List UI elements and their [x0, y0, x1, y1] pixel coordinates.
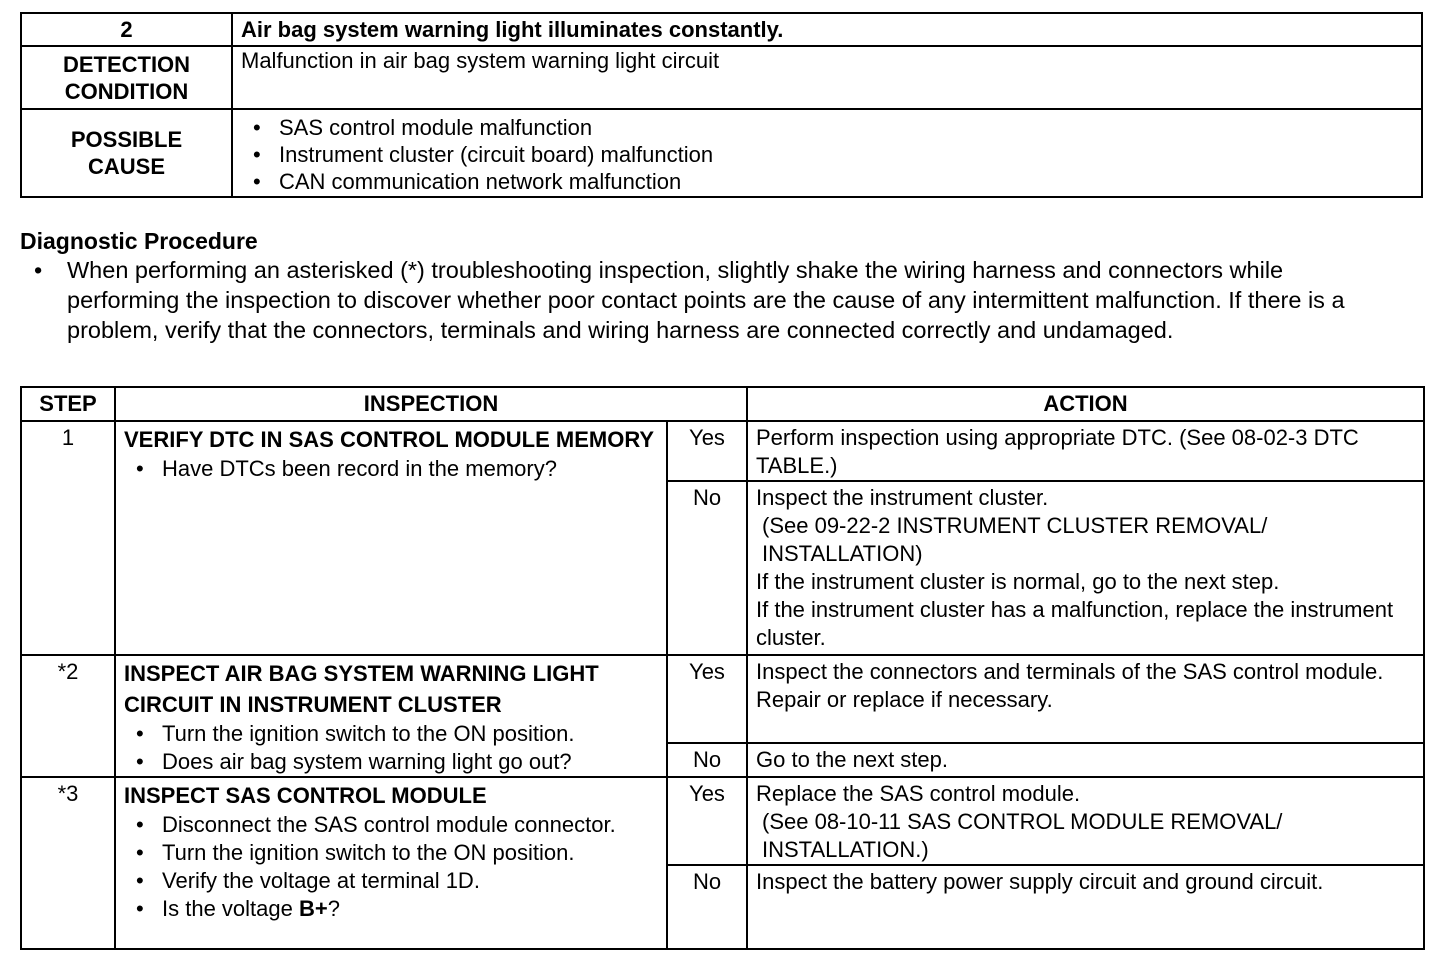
action-line: Inspect the instrument cluster. [756, 485, 1049, 510]
symptom-info-table [20, 12, 1423, 198]
cause-item: • SAS control module malfunction [241, 114, 1421, 141]
inspection-item: • Verify the voltage at terminal 1D. [124, 867, 660, 895]
step-number: *3 [21, 777, 115, 949]
possible-cause-label: POSSIBLE CAUSE [21, 109, 232, 197]
yes-action [747, 777, 1424, 865]
table-row [21, 777, 1424, 865]
header-step: STEP [21, 387, 115, 421]
yes-label: Yes [667, 777, 747, 865]
inspection-list [124, 720, 660, 776]
procedure-note-text: When performing an asterisked (*) troubleshooting inspection, slightly shake the wiring harness and connectors while performing the inspection to discover whether poor contact points are the cause of any intermittent malfunction. If there is a problem, verify that the connectors, terminals and wiring harness are connected correctly and undamaged. [67, 257, 1345, 343]
inspection-item: • Does air bag system warning light go out? [124, 748, 660, 776]
action-line: Perform inspection using appropriate DTC. (See 08-02-3 DTC TABLE.) [756, 425, 1359, 478]
detection-condition-label: DETECTION CONDITION [21, 46, 232, 109]
no-action [747, 743, 1424, 777]
inspection-item: • Have DTCs been record in the memory? [124, 455, 660, 483]
possible-cause-cell [232, 109, 1422, 197]
inspection-list [124, 811, 660, 923]
action-line: If the instrument cluster is normal, go to the next step. [756, 569, 1280, 594]
detection-condition-value: Malfunction in air bag system warning light circuit [232, 46, 1422, 109]
possible-cause-list [241, 110, 1421, 195]
inspection-cell [115, 421, 667, 655]
no-label: No [667, 743, 747, 777]
header-inspection: INSPECTION [115, 387, 747, 421]
diagnostic-table [20, 386, 1425, 950]
action-line: Replace the SAS control module. [756, 781, 1081, 806]
inspection-list [124, 455, 660, 483]
inspection-cell [115, 655, 667, 777]
no-label: No [667, 865, 747, 949]
inspection-title: VERIFY DTC IN SAS CONTROL MODULE MEMORY [124, 427, 655, 452]
inspection-item: • Turn the ignition switch to the ON position. [124, 720, 660, 748]
possible-cause-row [21, 109, 1422, 197]
action-line: If the instrument cluster has a malfunction, replace the instrument cluster. [756, 597, 1394, 650]
action-line: (See 08-10-11 SAS CONTROL MODULE REMOVAL/ INSTALLATION.) [762, 809, 1283, 862]
header-action: ACTION [747, 387, 1424, 421]
no-action [747, 865, 1424, 949]
procedure-note [20, 255, 1400, 345]
inspection-item-suffix: ? [327, 896, 340, 921]
table-header-row [21, 387, 1424, 421]
inspection-title: INSPECT AIR BAG SYSTEM WARNING LIGHT CIRCUIT IN INSTRUMENT CLUSTER [124, 661, 599, 717]
action-line: Repair or replace if necessary. [756, 687, 1053, 712]
voltage-value: B+ [298, 896, 328, 921]
symptom-number: 2 [21, 13, 232, 46]
table-row [21, 655, 1424, 743]
symptom-header-row [21, 13, 1422, 46]
inspection-item [124, 895, 660, 923]
no-action [747, 481, 1424, 655]
cause-item: • Instrument cluster (circuit board) malfunction [241, 141, 1421, 168]
yes-action [747, 655, 1424, 743]
step-number: 1 [21, 421, 115, 655]
action-line: Inspect the connectors and terminals of the SAS control module. [756, 659, 1384, 684]
inspection-item: • Turn the ignition switch to the ON position. [124, 839, 660, 867]
symptom-title: Air bag system warning light illuminates constantly. [232, 13, 1422, 46]
step-number: *2 [21, 655, 115, 777]
bullet-icon: • [34, 257, 43, 283]
inspection-title: INSPECT SAS CONTROL MODULE [124, 783, 487, 808]
inspection-cell [115, 777, 667, 949]
yes-label: Yes [667, 655, 747, 743]
action-line: Go to the next step. [756, 747, 949, 772]
yes-action [747, 421, 1424, 481]
detection-condition-row [21, 46, 1422, 109]
table-row [21, 421, 1424, 481]
no-label: No [667, 481, 747, 655]
yes-label: Yes [667, 421, 747, 481]
cause-item: • CAN communication network malfunction [241, 168, 1421, 195]
inspection-item-prefix: Is the voltage [162, 896, 299, 921]
inspection-item: • Disconnect the SAS control module connector. [124, 811, 660, 839]
action-line: (See 09-22-2 INSTRUMENT CLUSTER REMOVAL/ INSTALLATION) [762, 513, 1268, 566]
procedure-heading: Diagnostic Procedure [20, 228, 258, 254]
action-line: Inspect the battery power supply circuit and ground circuit. [756, 869, 1324, 894]
